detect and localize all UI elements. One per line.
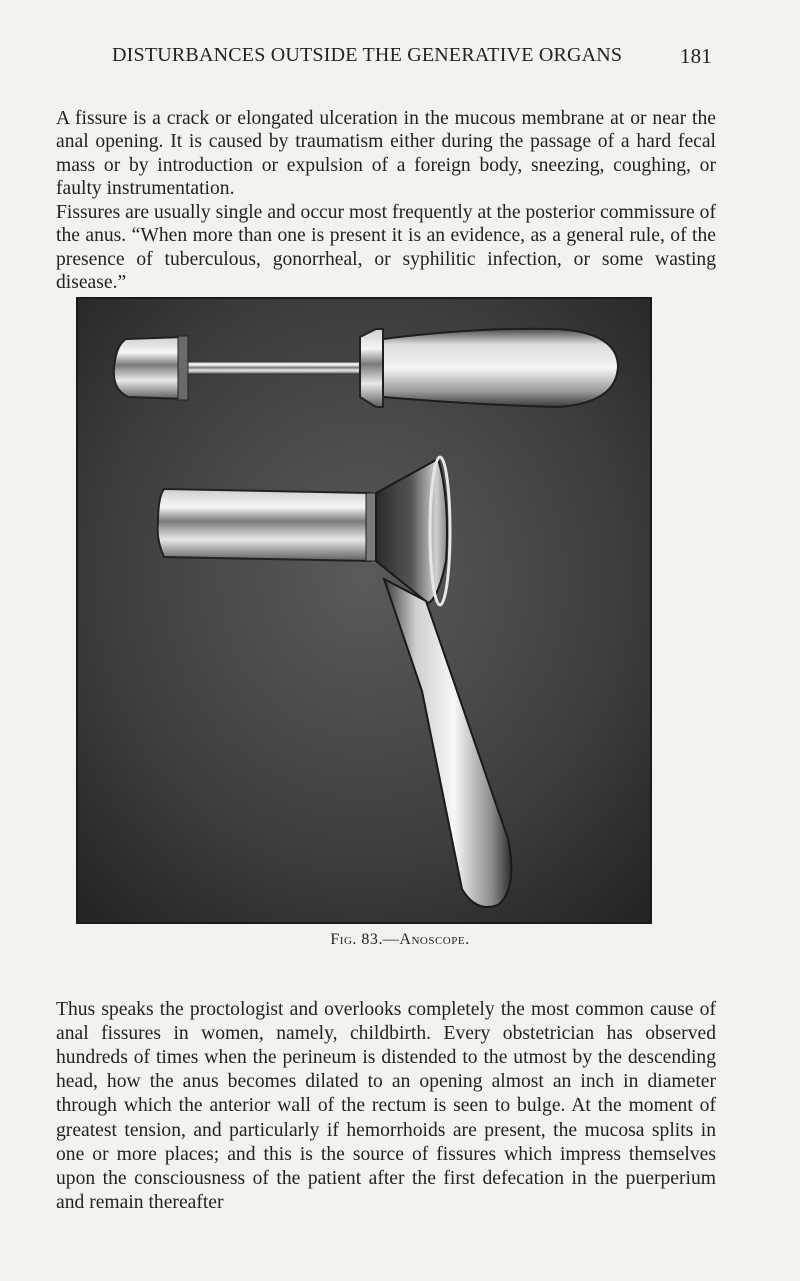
- anoscope-photograph: [76, 297, 652, 924]
- page-number: 181: [679, 44, 712, 68]
- paragraph-childbirth-cause: Thus speaks the proctologist and overlooks completely the most common cause of anal fissures in women, namely, childbirth. Every obstetrician has observed hundreds of times when the perineum is distended to the utmost by the descending head, how the anus becomes dilated to an opening almost an inch in diameter through which the anterior wall of the rectum is seen to bulge. At the moment of greatest tension, and particularly if hemorrhoids are present, the mucosa splits in one or more places; and this is the source of fissures which impress themselves upon the consciousness of the patient after the first defecation in the puerperium and remain thereafter: [56, 998, 716, 1214]
- running-head-title: DISTURBANCES OUTSIDE THE GENERATIVE ORGANS: [112, 44, 623, 66]
- figure-caption: Fig. 83.—Anoscope.: [330, 931, 470, 948]
- paragraph-fissure-definition: A fissure is a crack or elongated ulceration in the mucous membrane at or near the anal opening. It is caused by traumatism either during the passage of a hard fecal mass or by introduction or expulsion of a foreign body, sneezing, coughing, or faulty instrumentation.: [56, 107, 716, 200]
- paragraph-fissure-location: Fissures are usually single and occur most frequently at the posterior commissure of the anus. “When more than one is present it is an evidence, as a general rule, of the presence of tuberculous, gonorrheal, or syphilitic infection, or some wasting disease.”: [56, 201, 716, 294]
- running-head: [112, 44, 712, 74]
- anoscope-illustration: [78, 299, 650, 922]
